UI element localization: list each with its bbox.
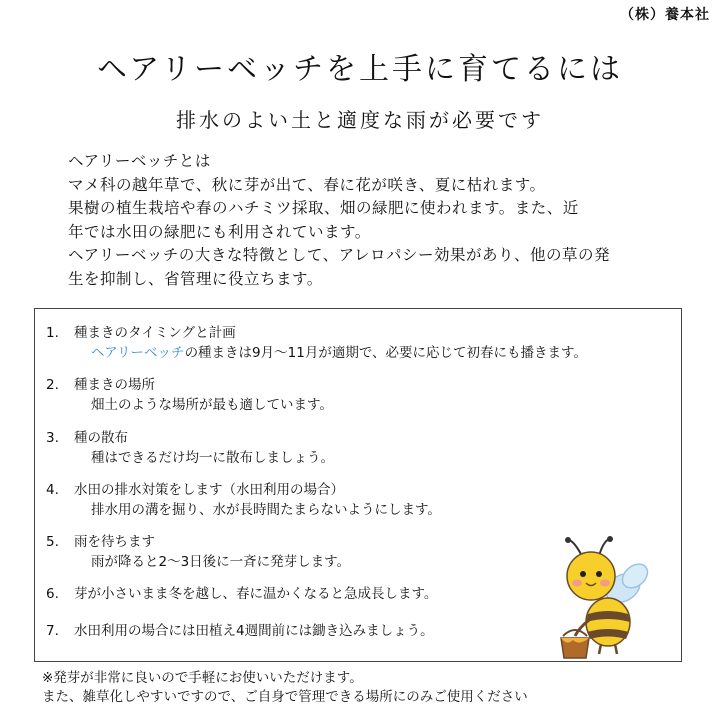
note-line: ※発芽が非常に良いので手軽にお使いいただけます。 — [42, 670, 363, 686]
step-heading: 種まきのタイミングと計画 — [74, 325, 236, 341]
step-number: 3. — [46, 429, 59, 446]
step-item — [46, 376, 666, 428]
step-number: 2. — [46, 377, 59, 394]
step-heading: 水田の排水対策をします（水田利用の場合） — [74, 481, 344, 498]
page-subtitle: 排水のよい土と適度な雨が必要です — [176, 108, 544, 132]
step-heading: 水田利用の場合には田植え4週間前には鋤き込みましょう。 — [74, 623, 434, 640]
step-heading: 種まきの場所 — [74, 377, 155, 394]
step-item — [46, 429, 666, 481]
step-detail-text: の種まきは9月～11月が適期で、必要に応じて初春にも播きます。 — [184, 345, 587, 361]
step-number: 5. — [46, 534, 59, 551]
intro-line: ヘアリーベッチとは — [68, 152, 211, 170]
step-heading: 種の散布 — [74, 429, 128, 446]
step-heading: 雨を待ちます — [74, 534, 155, 551]
step-number: 1. — [46, 325, 59, 341]
intro-line: 生を抑制し、省管理に役立ちます。 — [68, 269, 323, 288]
note-line: また、雑草化しやすいですので、ご自身で管理できる場所にのみご使用ください — [42, 689, 528, 705]
step-number: 4. — [46, 481, 59, 498]
page-title: ヘアリーベッチを上手に育てるには — [97, 52, 623, 87]
intro-paragraph — [68, 150, 668, 291]
intro-line: ヘアリーベッチの大きな特徴として、アレロパシー効果があり、他の草の発 — [68, 246, 610, 264]
notes — [42, 669, 528, 707]
intro-line: マメ科の越年草で、秋に芽が出て、春に花が咲き、夏に枯れます。 — [68, 175, 546, 194]
bee-icon — [553, 536, 663, 661]
step-detail: 畑土のような場所が最も適しています。 — [91, 397, 333, 414]
intro-line: 年では水田の緑肥にも利用されています。 — [68, 222, 371, 241]
highlight-term: ヘアリーベッチ — [91, 345, 185, 361]
step-detail: 排水用の溝を掘り、水が長時間たまらないようにします。 — [91, 501, 441, 518]
step-item — [46, 324, 666, 376]
step-detail: 雨が降ると2～3日後に一斉に発芽します。 — [91, 554, 351, 571]
step-detail: 種はできるだけ均一に散布しましょう。 — [91, 449, 334, 466]
step-heading: 芽が小さいまま冬を越し、春に温かくなると急成長します。 — [74, 586, 438, 603]
step-detail — [46, 343, 666, 363]
publisher-name: （株）養本社 — [620, 7, 710, 23]
step-number: 7. — [46, 623, 59, 640]
step-item — [46, 481, 666, 533]
step-number: 6. — [46, 586, 59, 603]
intro-line: 果樹の植生栽培や春のハチミツ採取、畑の緑肥に使われます。また、近 — [68, 199, 579, 217]
